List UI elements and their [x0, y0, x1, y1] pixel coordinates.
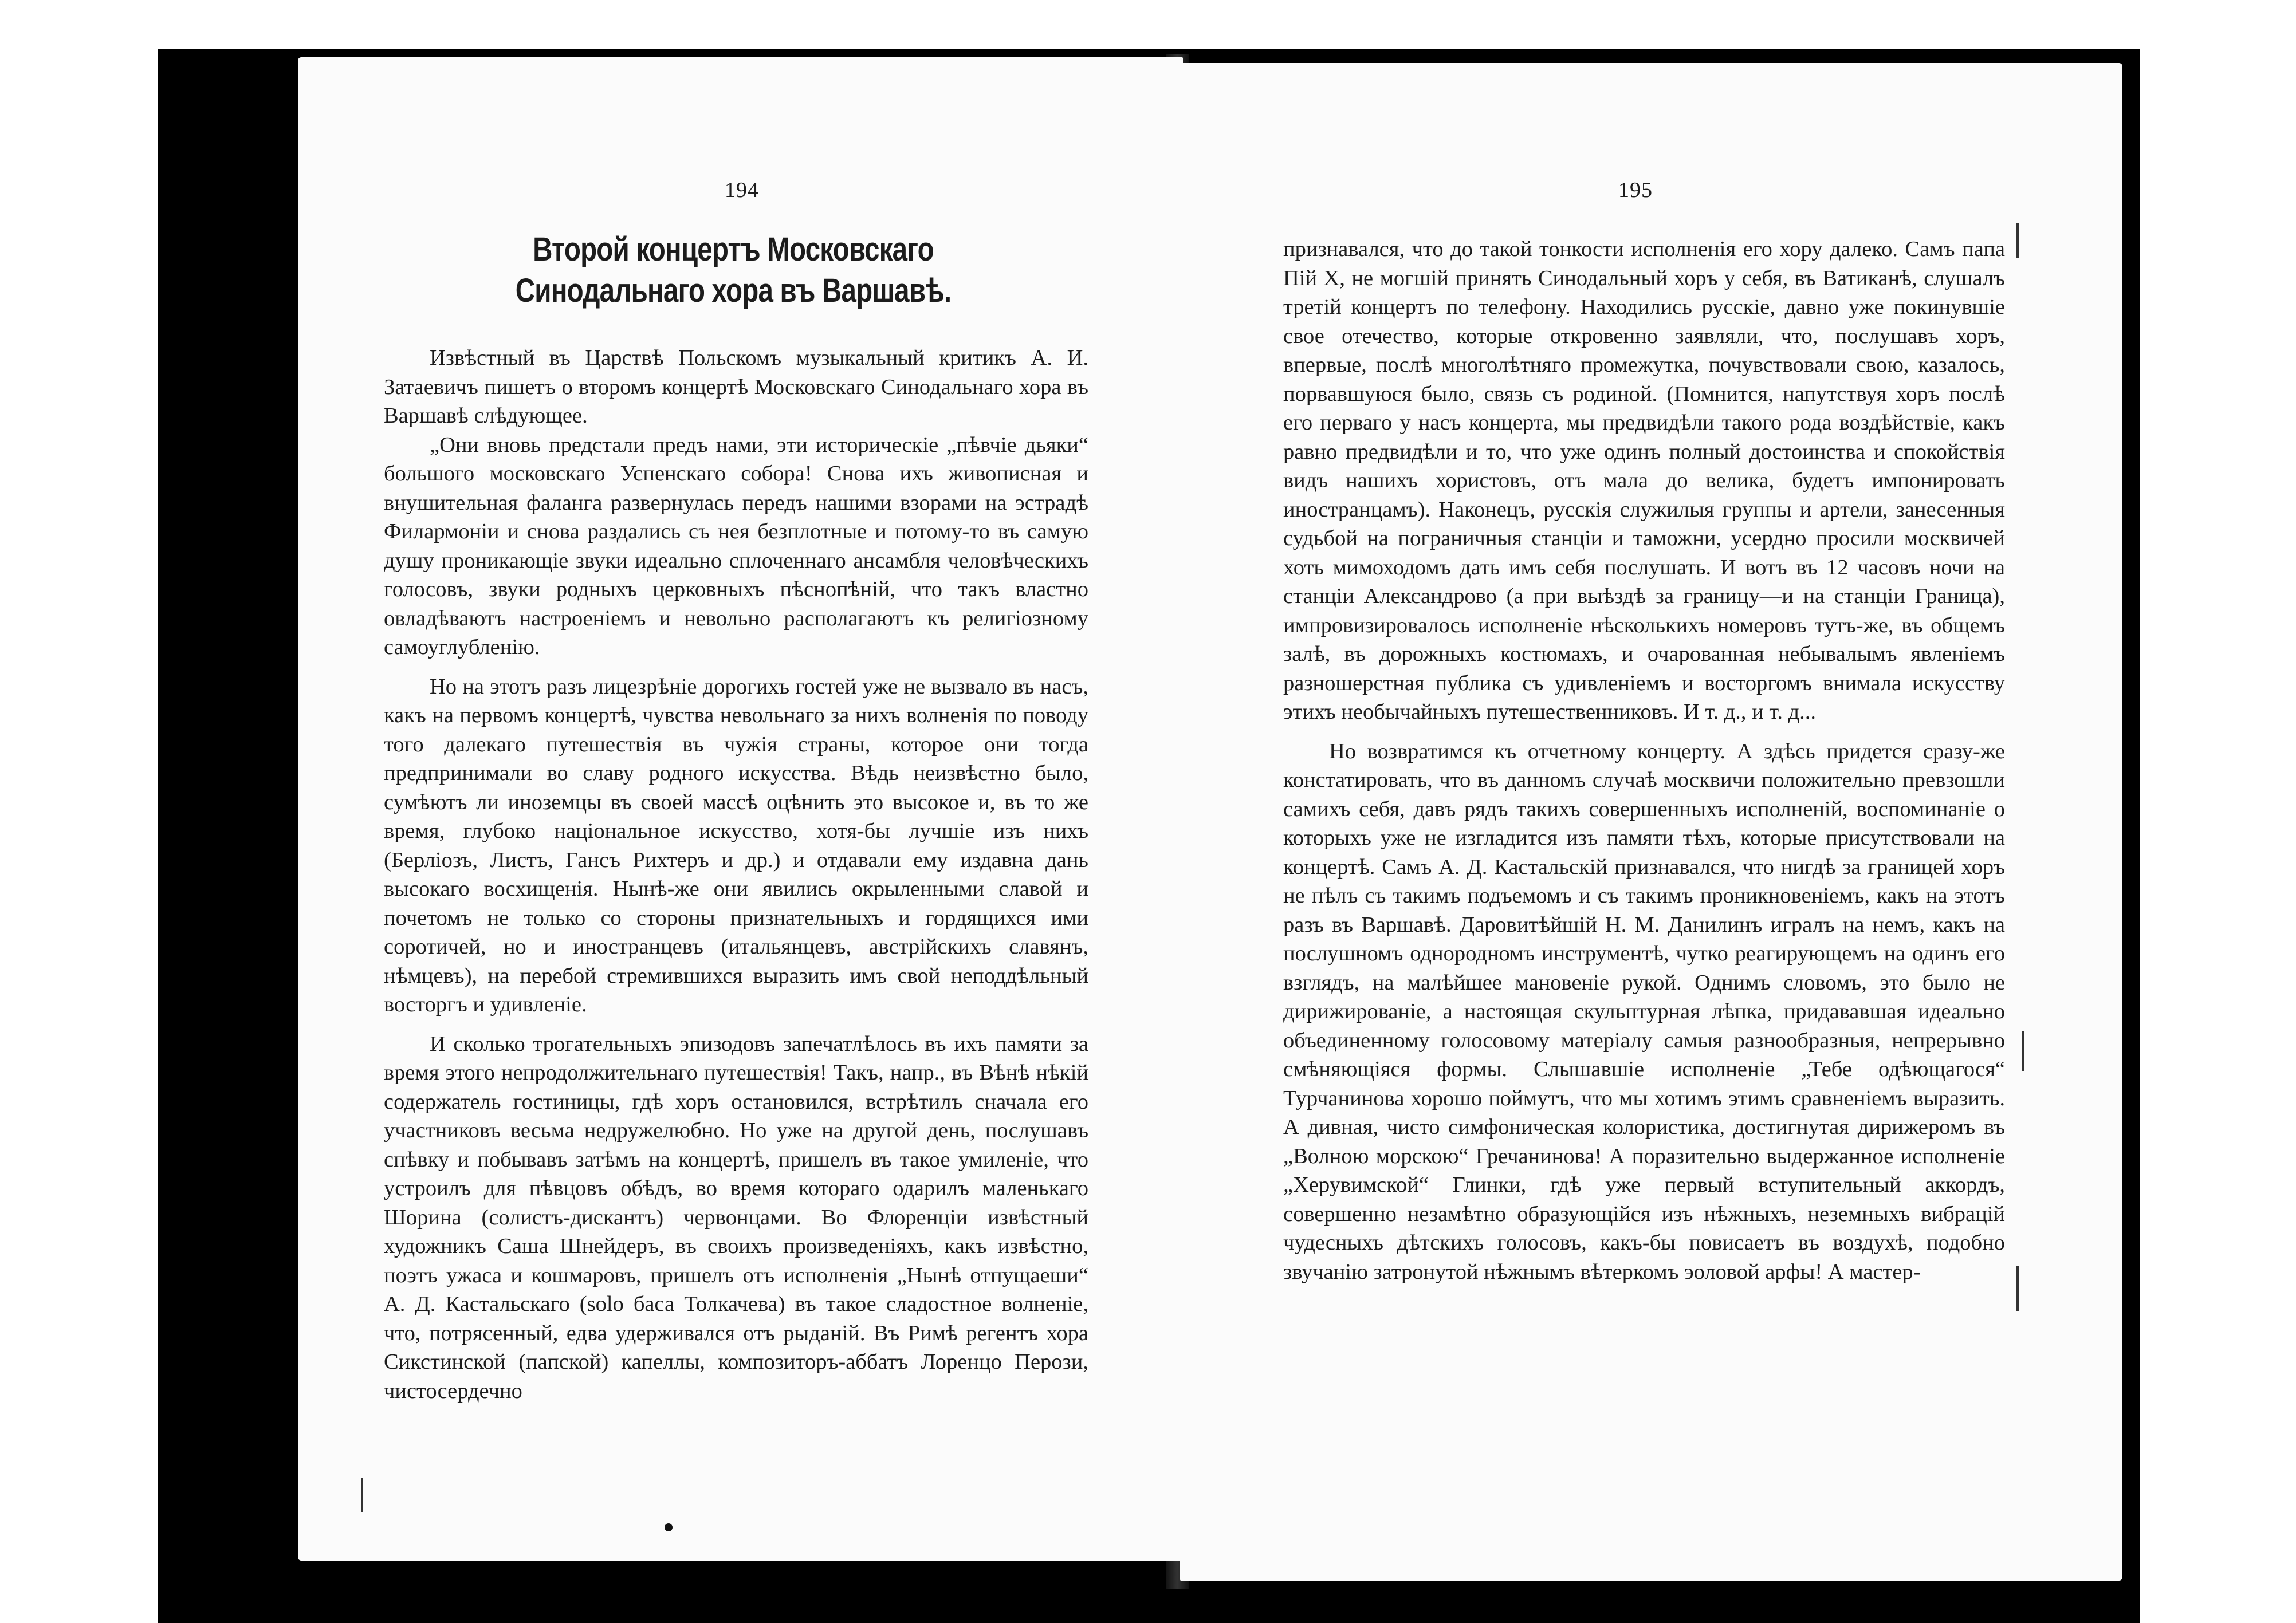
paragraph: признавался, что до такой тонкости исполненія его хору далеко. Самъ папа Пій X, не могшій принять Синодальный хоръ у себя, въ Ватиканѣ, слушалъ третій концертъ по телефону. Находились русскіе, давно уже покинувшіе свое отечество, которые откровенно заявляли, что, послушавъ хоръ, впервые, послѣ многолѣтняго промежутка, почувствовали свою, казалось, порвавшуюся было, связь съ родиной. (Помнится, напутствуя хоръ послѣ его перваго у насъ концерта, мы предвидѣли такого рода воздѣйствіе, какъ равно предвидѣли и то, что уже одинъ полный достоинства и спокойствія видъ нашихъ хористовъ, отъ мала до велика, будетъ импонировать иностранцамъ). Наконецъ, русскія служилыя группы и артели, занесенныя судьбой на пограничныя станціи и таможни, усердно просили москвичей хоть мимоходомъ дать имъ себя послушать. И вотъ въ 12 часовъ ночи на станціи Александрово (а при выѣздѣ за границу—и на станціи Граница), импровизировалось исполненіе нѣсколькихъ номеровъ тутъ-же, въ общемъ залѣ, въ дорожныхъ костюмахъ, и очарованная небывалымъ явленіемъ разношерстная публика съ удивленіемъ и восторгомъ внимала искусству этихъ необычайныхъ путешественниковъ. И т. д., и т. д...: [1283, 237, 2005, 724]
margin-mark: [2022, 1031, 2024, 1071]
page-number: 195: [1618, 178, 1653, 202]
article-title: Второй концертъ Московскаго Синодальнаго хора въ Варшавѣ.: [515, 231, 952, 309]
page-number: 194: [725, 178, 759, 202]
paragraph: Но возвратимся къ отчетному концерту. А здѣсь придется сразу-же констатировать, что въ данномъ случаѣ москвичи положительно превзошли самихъ себя, давъ рядъ такихъ совершенныхъ исполненій, воспоминаніе о которыхъ уже не изгладится изъ памяти тѣхъ, которые присутствовали на концертѣ. Самъ А. Д. Кастальскій признавался, что нигдѣ за границей хоръ не пѣлъ съ такимъ подъемомъ и съ такимъ проникновеніемъ, какъ на этотъ разъ въ Варшавѣ. Даровитѣйшій Н. М. Данилинъ игралъ на немъ, какъ на послушномъ однородномъ инструментѣ, чутко реагирующемъ на одинъ его взглядъ, на малѣйшее мановеніе рукой. Однимъ словомъ, это было не дирижированіе, а настоящая скульптурная лѣпка, придававшая идеально объединенному голосовому матеріалу самыя разнообразныя, непрерывно смѣняющіяся формы. Слышавшіе исполненіе „Тебе одѣющагося“ Турчанинова хорошо поймутъ, что мы хотимъ этимъ сравненіемъ выразить. А дивная, чисто симфоническая колористика, достигнутая дирижеромъ въ „Волною морскою“ Гречанинова! А поразительно выдержанное исполненіе „Херувимской“ Глинки, гдѣ уже первый вступительный аккордъ, совершенно незамѣтно образующійся изъ нѣжныхъ, неземныхъ вибрацій чудесныхъ дѣтскихъ голосовъ, какъ-бы повисаетъ въ воздухѣ, подобно звучанію затронутой нѣжнымъ вѣтеркомъ эоловой арфы! А мастер-: [1283, 739, 2005, 1284]
margin-mark: [2016, 223, 2019, 258]
paragraph: Извѣстный въ Царствѣ Польскомъ музыкальный критикъ А. И. Затаевичъ пишетъ о второмъ концертѣ Московскаго Синодальнаго хора въ Варшавѣ слѣдующее.: [384, 346, 1088, 428]
margin-mark: [2016, 1266, 2019, 1311]
paragraph: И сколько трогательныхъ эпизодовъ запечатлѣлось въ ихъ памяти за время этого непродолжительнаго путешествія! Такъ, напр., въ Вѣнѣ нѣкій содержатель гостиницы, гдѣ хоръ остановился, встрѣтилъ сначала его участниковъ весьма недружелюбно. Но уже на другой день, послушавъ спѣвку и побывавъ затѣмъ на концертѣ, пришелъ въ такое умиленіе, что устроилъ для пѣвцовъ обѣдъ, во время котораго одарилъ маленькаго Шорина (солистъ-дискантъ) червонцами. Во Флоренціи извѣстный художникъ Саша Шнейдеръ, въ своихъ произведеніяхъ, какъ извѣстно, поэтъ ужаса и кошмаровъ, пришелъ отъ исполненія „Нынѣ отпущаеши“ А. Д. Кастальскаго (solo баса Толкачева) въ такое сладостное волненіе, что, потрясенный, едва удерживался отъ рыданій. Въ Римѣ регентъ хора Сикстинской (папской) капеллы, композиторъ-аббатъ Лоренцо Перози, чистосердечно: [384, 1031, 1088, 1403]
ink-dot: [665, 1523, 673, 1531]
paragraph: „Они вновь предстали предъ нами, эти историческіе „пѣвчіе дьяки“ большого московскаго Успенскаго собора! Снова ихъ живописная и внушительная фаланга развернулась передъ нашими взорами на эстрадѣ Филармоніи и снова раздались съ нея безплотные и потому-то въ самую душу проникающіе звуки идеально сплоченнаго ансамбля человѣческихъ голосовъ, звуки родныхъ церковныхъ пѣснопѣній, что такъ властно овладѣваютъ настроеніемъ и невольно располагаютъ къ религіозному самоуглубленію.: [384, 432, 1088, 659]
left-page: [298, 57, 1183, 1561]
left-text-column: [384, 344, 1088, 1405]
margin-mark: [361, 1478, 363, 1512]
right-text-column: [1283, 235, 2005, 1286]
right-page: [1180, 63, 2122, 1581]
paragraph: Но на этотъ разъ лицезрѣніе дорогихъ гостей уже не вызвало въ насъ, какъ на первомъ концертѣ, чувства невольнаго за нихъ волненія по поводу того далекаго путешествія въ чужія страны, которое они тогда предпринимали во славу родного искусства. Вѣдь неизвѣстно было, сумѣютъ ли иноземцы въ своей массѣ оцѣнить это высокое и, въ то же время, глубоко національное искусство, хотя-бы лучшіе изъ нихъ (Берліозъ, Листъ, Гансъ Рихтеръ и др.) и отдавали ему издавна дань высокаго восхищенія. Нынѣ-же они явились окрыленными славой и почетомъ не только со стороны признательныхъ и гордящихся ими соротичей, но и иностранцевъ (итальянцевъ, австрійскихъ славянъ, нѣмцевъ), на перебой стремившихся выразить имъ свой неподдѣльный восторгъ и удивленіе.: [384, 674, 1088, 1017]
